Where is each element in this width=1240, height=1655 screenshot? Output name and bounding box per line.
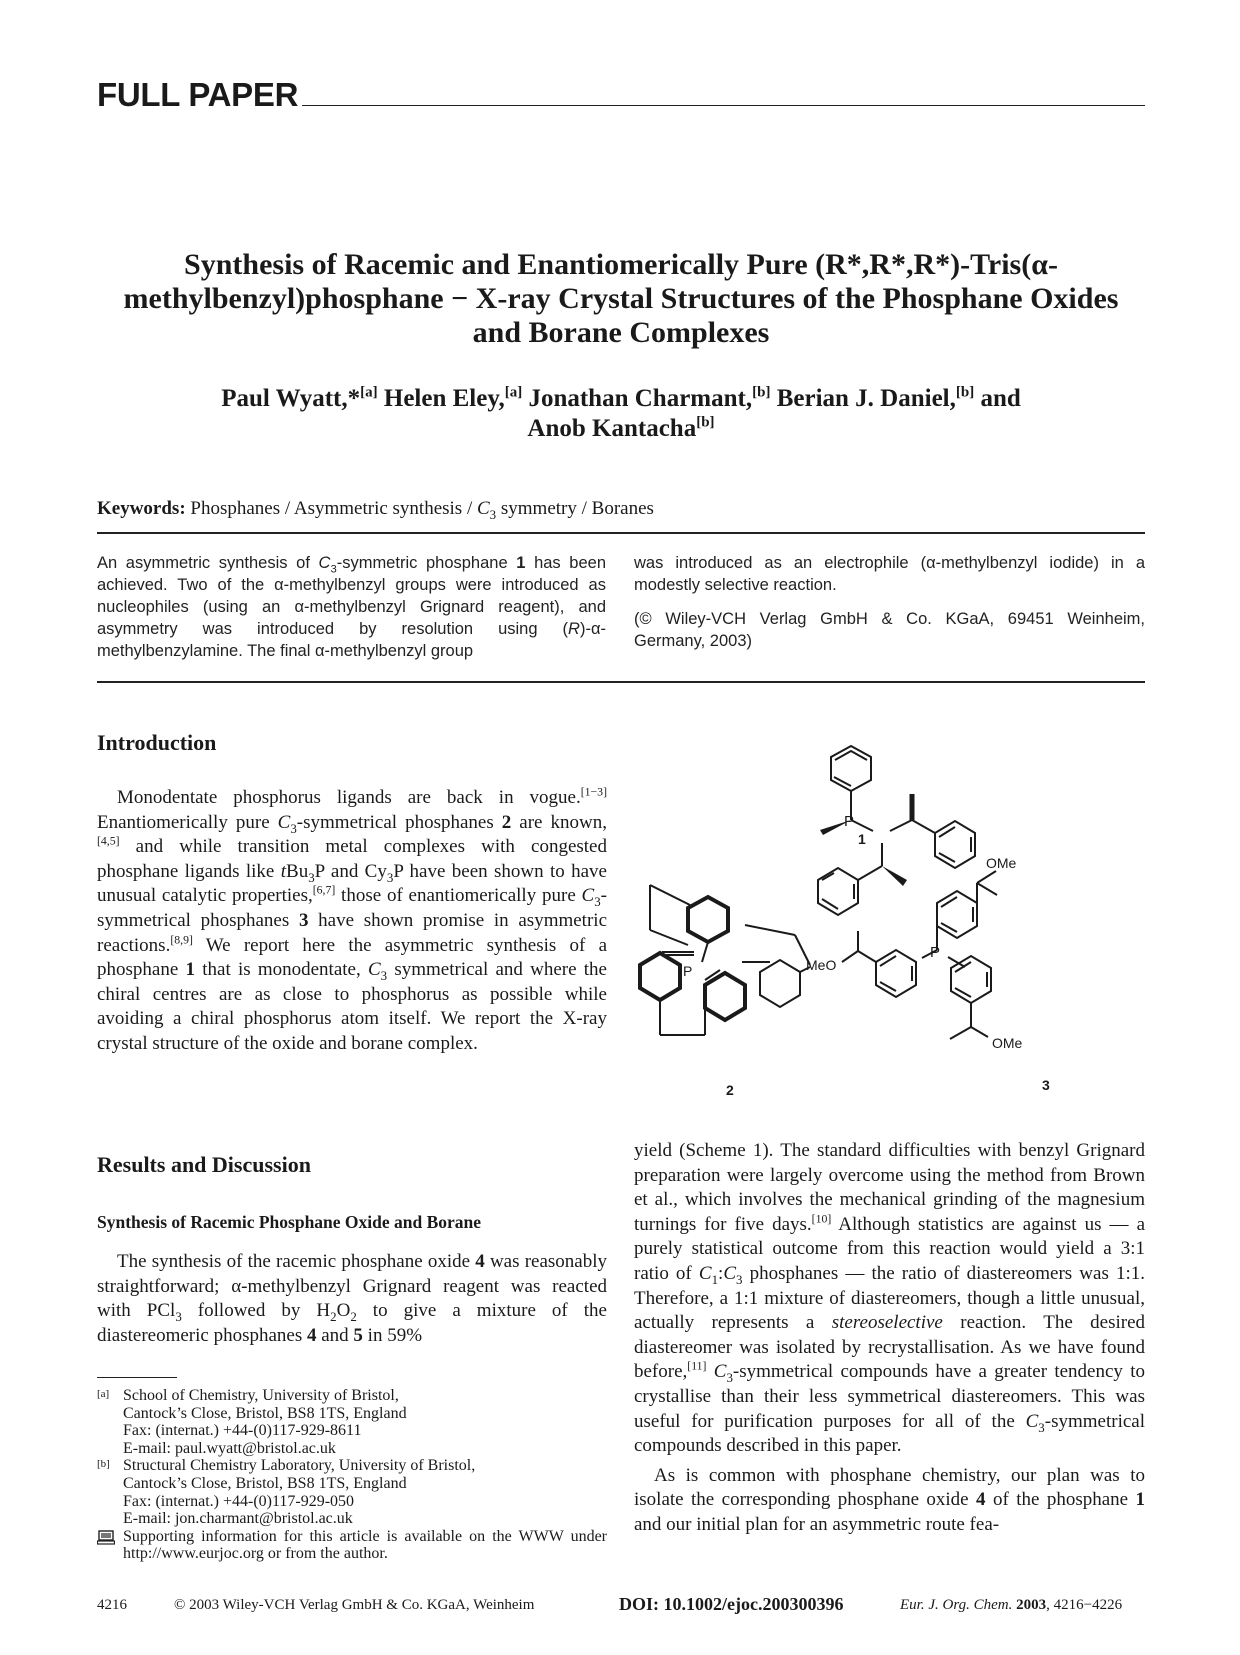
author-affiliation: [b] xyxy=(752,384,771,401)
subscript: 1 xyxy=(711,1271,719,1287)
page-number: 4216 xyxy=(97,1597,127,1613)
methoxy-label: OMe xyxy=(992,1035,1023,1051)
formula: P and Cy xyxy=(314,860,387,882)
body-text: : xyxy=(718,1262,724,1284)
abstract-copyright: (© Wiley-VCH Verlag GmbH & Co. KGaA, 69451 Weinheim, Germany, 2003) xyxy=(634,610,1145,650)
abstract-left xyxy=(97,552,606,662)
body-text: are known, xyxy=(511,811,607,833)
methoxy-label: MeO xyxy=(806,957,837,973)
results-heading: Results and Discussion xyxy=(97,1152,311,1177)
keywords-text-end: symmetry / Boranes xyxy=(500,498,654,519)
footnote-email: E-mail: jon.charmant@bristol.ac.uk xyxy=(123,1510,353,1528)
keywords-label: Keywords: xyxy=(97,498,186,519)
subscript: 3 xyxy=(726,1370,733,1386)
body-text: followed by H xyxy=(181,1300,331,1322)
introduction-paragraph xyxy=(97,786,607,1057)
body-text: Enantiomerically pure xyxy=(97,811,278,833)
keyword-subscript: 3 xyxy=(489,506,497,522)
body-text: those of enantiomerically pure xyxy=(335,885,582,907)
compound-number: 4 xyxy=(976,1489,986,1511)
subscript: 3 xyxy=(1038,1419,1045,1435)
abstract-text: )-α-methylbenzylamine. The final α-methylbenzyl group xyxy=(97,620,606,660)
author-list xyxy=(97,384,1145,444)
subscript: 3 xyxy=(308,869,315,885)
body-text: was reasonably straightforward; α-methylbenzyl Grignard reagent was reacted with PCl xyxy=(97,1251,607,1322)
body-text: We report here the asymmetric synthesis of a phosphane xyxy=(97,934,607,981)
formula: Bu xyxy=(286,860,309,882)
abstract-paragraph xyxy=(97,552,606,662)
footnote-mark: [b] xyxy=(97,1458,110,1471)
journal-year: 2003 xyxy=(1016,1597,1047,1613)
introduction-body xyxy=(97,786,607,1057)
body-text: -symmetrical phosphanes xyxy=(97,885,607,931)
citation: [11] xyxy=(687,1360,707,1374)
footnote-b xyxy=(97,1457,607,1527)
abstract-symbol: C xyxy=(318,554,331,572)
subscript: 3 xyxy=(594,894,601,910)
citation: [10] xyxy=(811,1212,832,1226)
body-paragraph xyxy=(634,1464,1145,1538)
body-text: and xyxy=(316,1324,354,1346)
symmetry-symbol: C xyxy=(713,1361,727,1383)
methoxy-label: OMe xyxy=(986,855,1017,871)
body-text: phosphanes — the ratio of diastereomers was 1:1. Therefore, a 1:1 mixture of diastereomers, though a little unusual, actually represents a xyxy=(634,1262,1145,1334)
body-paragraph xyxy=(634,1139,1145,1459)
abstract-text: An asymmetric synthesis of xyxy=(97,554,319,572)
copyright: © 2003 Wiley-VCH Verlag GmbH & Co. KGaA, Weinheim xyxy=(174,1597,535,1613)
emphasis: stereoselective xyxy=(831,1312,943,1334)
symmetry-symbol: C xyxy=(723,1262,736,1284)
author-affiliation: [b] xyxy=(955,384,975,401)
footnote-line: Cantock’s Close, Bristol, BS8 1TS, England xyxy=(123,1404,407,1422)
subscript: 2 xyxy=(330,1308,337,1324)
subscript: 3 xyxy=(736,1271,743,1287)
abstract-symbol: R xyxy=(568,620,580,638)
formula: O xyxy=(336,1300,351,1322)
abstract-text: has been achieved. Two of the α-methylbenzyl groups were introduced as nucleophiles (using an α-methylbenzyl Grignard reagent), and asymmetry was introduced by resolution using ( xyxy=(97,554,606,638)
author-affiliation: [a] xyxy=(360,384,378,401)
compound-label-2: 2 xyxy=(726,1082,734,1098)
author-name: Anob Kantacha xyxy=(527,415,697,442)
body-text: -symmetrical compounds described in this paper. xyxy=(634,1410,1145,1457)
compound-label-1: 1 xyxy=(858,831,866,847)
phosphorus-label: P xyxy=(683,963,693,979)
subscript: 3 xyxy=(175,1308,182,1324)
author-conjunction: and xyxy=(980,385,1021,412)
footnote-line: School of Chemistry, University of Bristol, xyxy=(123,1387,399,1404)
author-affiliation: [b] xyxy=(696,414,715,431)
body-text: of the phosphane xyxy=(985,1489,1136,1511)
compound-number: 4 xyxy=(475,1251,485,1272)
formula-prefix: t xyxy=(280,860,287,882)
phosphorus-label: P xyxy=(930,944,941,961)
author-name: Paul Wyatt,* xyxy=(221,385,361,412)
symmetry-symbol: C xyxy=(367,959,381,981)
compound-number: 1 xyxy=(516,554,526,572)
abstract-rule xyxy=(97,681,1145,683)
abstract-subscript: 3 xyxy=(330,563,337,576)
author-name: Berian J. Daniel, xyxy=(776,385,956,412)
results-subheading: Synthesis of Racemic Phosphane Oxide and Borane xyxy=(97,1212,482,1232)
body-text: and while transition metal complexes with congested phosphane ligands like xyxy=(97,836,607,882)
symmetry-symbol: C xyxy=(698,1262,712,1284)
body-text: have shown promise in asymmetric reactions. xyxy=(97,909,607,956)
journal-citation xyxy=(900,1597,1122,1614)
footnotes xyxy=(97,1387,607,1563)
keywords-rule xyxy=(97,532,1145,534)
abstract-right xyxy=(634,552,1145,652)
section-label: FULL PAPER xyxy=(97,76,299,113)
author-name: Jonathan Charmant, xyxy=(528,385,753,412)
paper-title xyxy=(97,248,1145,350)
results-body xyxy=(97,1250,607,1348)
footnote-a xyxy=(97,1387,607,1457)
subscript: 3 xyxy=(290,820,297,836)
keywords xyxy=(97,498,1145,520)
body-text: As is common with phosphane chemistry, our plan was to isolate the corresponding phosphane oxide xyxy=(634,1464,1145,1511)
citation: [4,5] xyxy=(97,834,120,848)
title-line-3: and Borane Complexes xyxy=(472,316,770,349)
subscript: 2 xyxy=(350,1308,357,1324)
compound-number: 1 xyxy=(1135,1489,1145,1511)
compound-number: 5 xyxy=(353,1324,363,1346)
author-affiliation: [a] xyxy=(504,384,523,401)
body-text: -symmetrical compounds have a greater tendency to crystallise than their less symmetrical diastereomers. This was useful for purification purposes for all of the xyxy=(634,1361,1145,1432)
compound-number: 4 xyxy=(306,1324,317,1346)
body-text: Although statistics are against us — a purely statistical outcome from this reaction would yield a 3:1 ratio of xyxy=(634,1213,1145,1284)
doi: DOI: 10.1002/ejoc.200300396 xyxy=(619,1594,844,1614)
structure-compound-3 xyxy=(842,871,997,1039)
subscript: 3 xyxy=(380,967,388,983)
body-text: to give a mixture of the diastereomeric phosphanes xyxy=(97,1300,607,1346)
symmetry-symbol: C xyxy=(277,811,291,833)
symmetry-symbol: C xyxy=(581,885,595,907)
title-line-2: methylbenzyl)phosphane − X-ray Crystal Structures of the Phosphane Oxides xyxy=(123,282,1119,315)
citation: [1−3] xyxy=(580,785,607,799)
header-rule xyxy=(302,105,1145,106)
body-text: -symmetrical phosphanes xyxy=(296,811,502,833)
compound-number: 2 xyxy=(501,811,512,833)
footnote-line: Fax: (internat.) +44-(0)117-929-8611 xyxy=(123,1422,362,1440)
footnote-supporting-info xyxy=(97,1528,607,1563)
author-line-1 xyxy=(97,384,1145,414)
footnote-text: Supporting information for this article is available on the WWW under http://www.eurjoc.org or from the author. xyxy=(123,1527,607,1563)
compound-label-3: 3 xyxy=(1042,1077,1050,1093)
footnote-mark: [a] xyxy=(97,1388,110,1400)
subscript: 3 xyxy=(386,869,394,885)
footnote-email: E-mail: paul.wyatt@bristol.ac.uk xyxy=(123,1439,336,1457)
structure-compound-2 xyxy=(640,885,810,1035)
structure-compound-1 xyxy=(818,746,975,915)
author-name: Helen Eley, xyxy=(383,385,505,412)
body-text: symmetrical and where the chiral centres are as close to phosphorus as possible while avoiding a chiral phosphorus atom itself. We report the X-ray crystal structure of the oxide and borane complex. xyxy=(97,959,607,1054)
body-text: in 59% xyxy=(362,1324,423,1346)
citation: [8,9] xyxy=(170,933,193,947)
body-text: reaction. The desired diastereomer was isolated by recrystallisation. As we have found before, xyxy=(634,1312,1145,1383)
introduction-heading: Introduction xyxy=(97,730,217,755)
journal-name: Eur. J. Org. Chem. xyxy=(900,1597,1013,1613)
right-column-body xyxy=(634,1139,1145,1538)
body-text: The synthesis of the racemic phosphane oxide xyxy=(117,1251,476,1272)
keywords-text: Phosphanes / Asymmetric synthesis / xyxy=(190,498,473,519)
keyword-symmetry-symbol: C xyxy=(476,498,490,519)
compound-number: 3 xyxy=(298,909,309,931)
phosphorus-label: P xyxy=(844,813,855,830)
body-text: that is monodentate, xyxy=(195,959,368,981)
body-text: Monodentate phosphorus ligands are back in vogue. xyxy=(117,787,581,808)
chemical-structures-figure xyxy=(630,700,1145,1120)
compound-number: 1 xyxy=(185,959,195,981)
body-text: and our initial plan for an asymmetric route fea- xyxy=(634,1513,1000,1535)
computer-icon xyxy=(97,1530,115,1549)
body-text: P have been shown to have unusual catalytic properties, xyxy=(97,860,607,907)
symmetry-symbol: C xyxy=(1025,1410,1039,1432)
footnote-line: Structural Chemistry Laboratory, University of Bristol, xyxy=(123,1457,476,1475)
title-line-1: Synthesis of Racemic and Enantiomerically Pure (R*,R*,R*)-Tris(α- xyxy=(184,248,1058,281)
author-line-2 xyxy=(97,414,1145,444)
footnote-line: Cantock’s Close, Bristol, BS8 1TS, England xyxy=(123,1474,407,1492)
footnote-rule xyxy=(97,1377,177,1378)
body-text: yield (Scheme 1). The standard difficulties with benzyl Grignard preparation were largely overcome using the method from Brown et al., which involves the mechanical grinding of the magnesium turnings for five days. xyxy=(634,1140,1145,1235)
abstract-text: -symmetric phosphane xyxy=(336,554,517,572)
citation: [6,7] xyxy=(312,884,336,898)
footnote-line: Fax: (internat.) +44-(0)117-929-050 xyxy=(123,1492,355,1510)
journal-pages: , 4216−4226 xyxy=(1046,1597,1123,1613)
abstract-paragraph: was introduced as an electrophile (α-methylbenzyl iodide) in a modestly selective reaction. xyxy=(634,554,1145,594)
results-paragraph xyxy=(97,1250,607,1348)
